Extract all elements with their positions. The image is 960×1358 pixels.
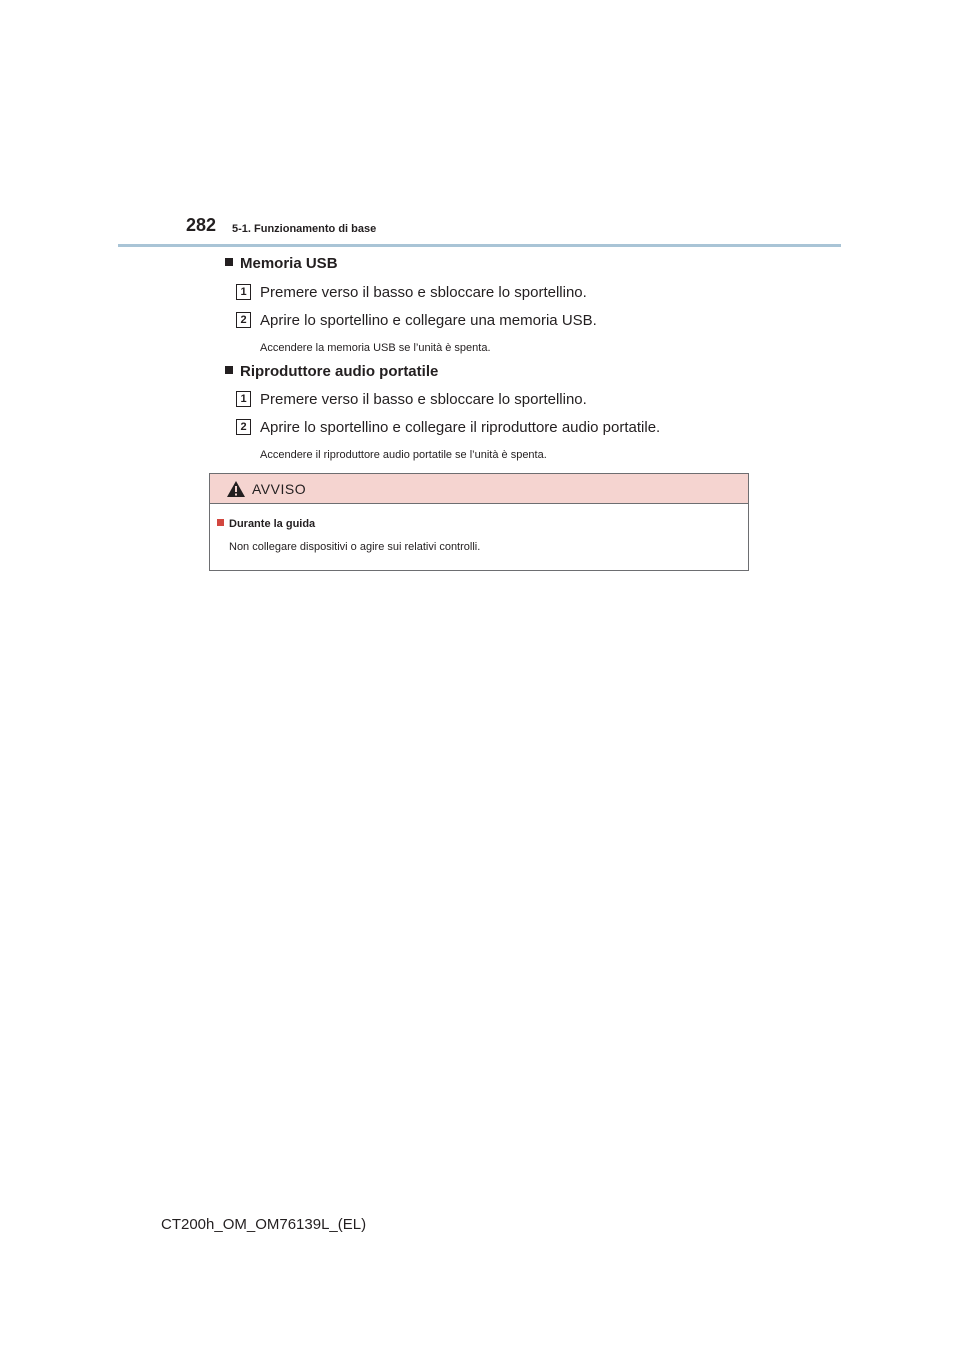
step-text: Premere verso il basso e sbloccare lo sportellino. [260,284,587,301]
usb-heading-text: Memoria USB [240,255,338,272]
warning-triangle-icon [227,481,245,497]
step-badge: 2 [236,312,251,328]
warning-box [209,473,749,571]
portable-heading-text: Riproduttore audio portatile [240,363,439,380]
step-text: Aprire lo sportellino e collegare il riproduttore audio portatile. [260,419,661,436]
portable-note: Accendere il riproduttore audio portatile se l’unità è spenta. [260,449,547,461]
usb-note: Accendere la memoria USB se l’unità è spenta. [260,342,491,354]
warning-subheading [217,518,315,530]
step-badge: 1 [236,391,251,407]
warning-title: AVVISO [252,481,307,497]
header-divider [118,244,841,247]
usb-heading [225,255,338,272]
footer-document-code: CT200h_OM_OM76139L_(EL) [161,1216,367,1233]
square-bullet-icon [225,366,233,374]
warning-body: Non collegare dispositivi o agire sui relativi controlli. [229,541,481,553]
square-bullet-icon [225,258,233,266]
warning-subheading-text: Durante la guida [229,518,316,530]
square-bullet-icon [217,519,224,526]
warning-header [210,474,748,504]
section-title: 5-1. Funzionamento di base [232,223,377,235]
step-text: Aprire lo sportellino e collegare una memoria USB. [260,312,597,329]
step-text: Premere verso il basso e sbloccare lo sportellino. [260,391,587,408]
step-badge: 2 [236,419,251,435]
page-number: 282 [186,215,217,235]
step-badge: 1 [236,284,251,300]
portable-heading [225,363,438,380]
